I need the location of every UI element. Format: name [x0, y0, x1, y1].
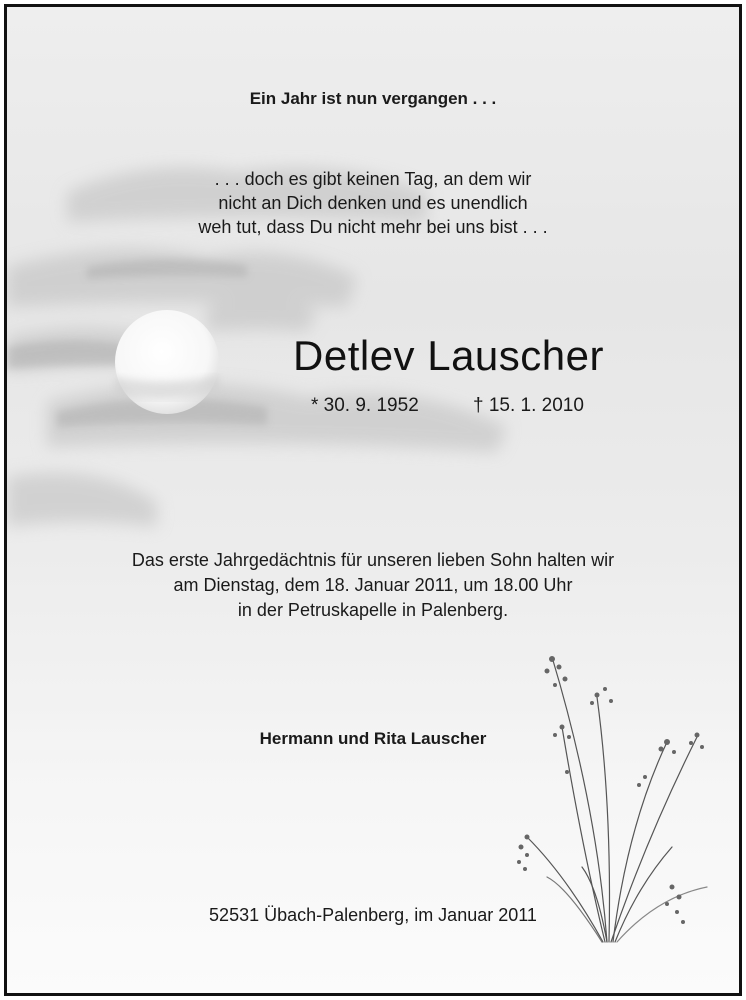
signers: Hermann und Rita Lauscher — [259, 729, 487, 748]
announcement-line: Das erste Jahrgedächtnis für unseren lieben Sohn halten wir — [131, 550, 615, 570]
deceased-name: Detlev Lauscher — [293, 332, 604, 379]
death-date: † 15. 1. 2010 — [473, 395, 584, 416]
sun-disc-icon — [115, 310, 219, 414]
quote-line: . . . doch es gibt keinen Tag, an dem wir — [214, 169, 532, 189]
announcement-line: am Dienstag, dem 18. Januar 2011, um 18.00 Uhr — [173, 575, 573, 595]
quote-line: weh tut, dass Du nicht mehr bei uns bist . . . — [198, 217, 548, 237]
memorial-quote — [7, 167, 739, 239]
place-and-date: 52531 Übach-Palenberg, im Januar 2011 — [209, 905, 537, 925]
quote-line: nicht an Dich denken und es unendlich — [218, 193, 528, 213]
announcement-line: in der Petruskapelle in Palenberg. — [237, 600, 509, 620]
birth-date: * 30. 9. 1952 — [311, 395, 419, 416]
obituary-card — [4, 4, 742, 996]
grass-seedheads — [517, 656, 704, 924]
lead-line: Ein Jahr ist nun vergangen . . . — [249, 89, 497, 108]
anniversary-announcement — [7, 548, 739, 623]
misty-landscape-background — [7, 7, 739, 993]
